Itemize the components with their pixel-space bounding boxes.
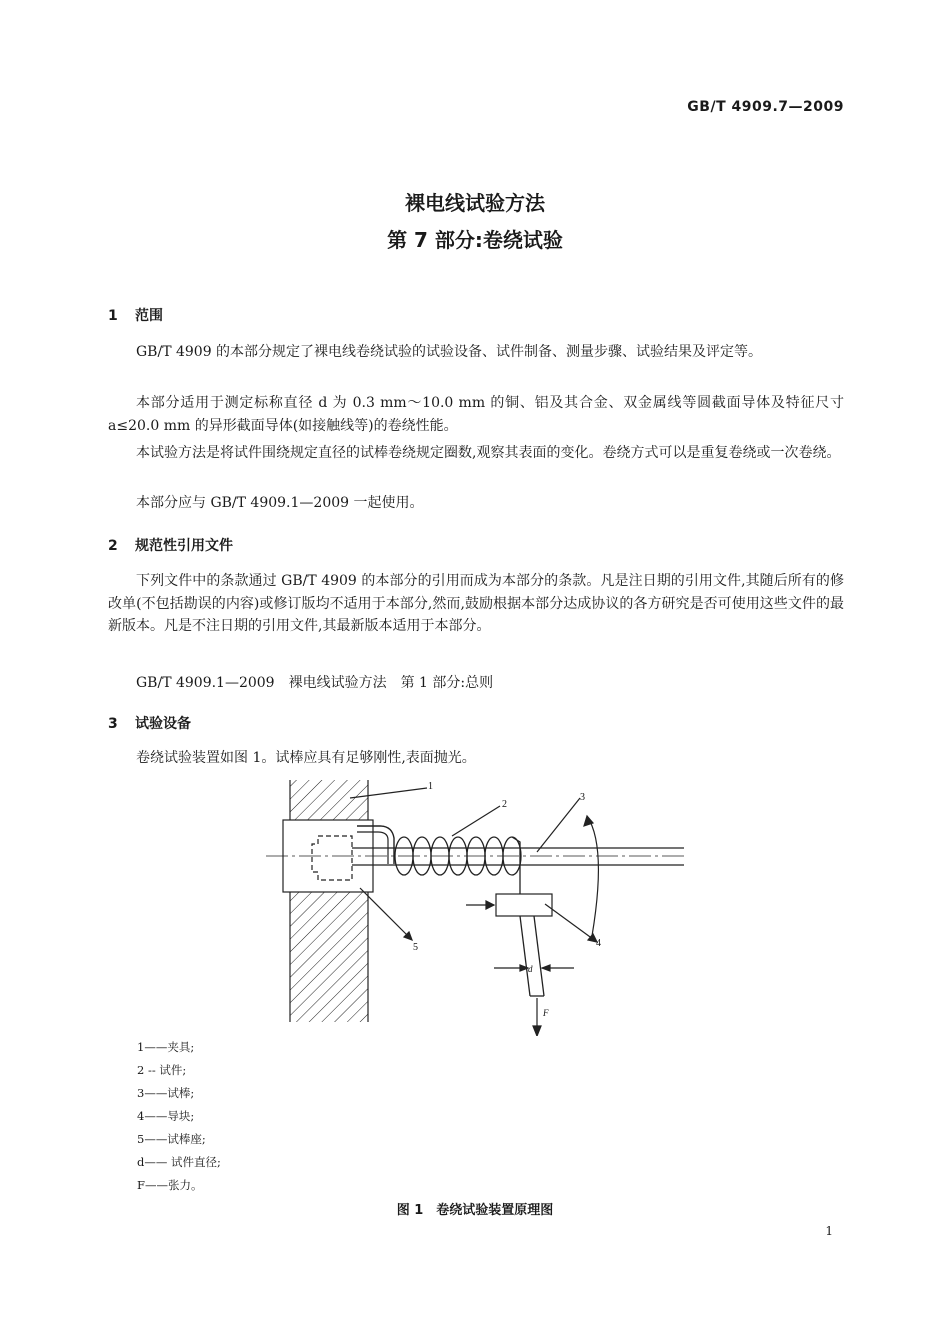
guide-block	[496, 894, 552, 916]
section-3-heading	[108, 713, 191, 733]
section-number: 3	[108, 716, 118, 732]
section-number: 1	[108, 308, 118, 324]
section-title: 试验设备	[135, 716, 191, 732]
figure-legend	[137, 1036, 221, 1197]
legend-item: 1——夹具;	[137, 1040, 195, 1054]
document-title: 裸电线试验方法	[405, 191, 545, 215]
label-4: 4	[596, 938, 601, 949]
section-title: 范围	[135, 308, 163, 324]
legend-item: F——张力。	[137, 1178, 203, 1192]
section-title: 规范性引用文件	[135, 538, 233, 554]
legend-item: 4——导块;	[137, 1109, 195, 1123]
label-2: 2	[502, 799, 507, 810]
section-1-heading	[108, 305, 163, 325]
paragraph: GB/T 4909 的本部分规定了裸电线卷绕试验的试验设备、试件制备、测量步骤、试验结果及评定等。	[136, 344, 763, 360]
label-3: 3	[580, 792, 585, 803]
label-d: d	[528, 964, 533, 974]
label-F: F	[543, 1008, 549, 1018]
winding-test-apparatus-diagram	[262, 776, 692, 1036]
section-number: 2	[108, 538, 118, 554]
paragraph: 本部分适用于测定标称直径 d 为 0.3 mm～10.0 mm 的铜、铝及其合金、双金属线等圆截面导体及特征尺寸 a≤20.0 mm 的异形截面导体(如接触线等)的卷绕性能。	[108, 395, 844, 434]
legend-item: 5——试棒座;	[137, 1132, 206, 1146]
paragraph: 本部分应与 GB/T 4909.1—2009 一起使用。	[136, 495, 424, 511]
paragraph: 本试验方法是将试件围绕规定直径的试棒卷绕规定圈数,观察其表面的变化。卷绕方式可以是重复卷绕或一次卷绕。	[136, 445, 841, 461]
paragraph: 卷绕试验装置如图 1。试棒应具有足够刚性,表面抛光。	[136, 750, 476, 766]
legend-item: 2 -- 试件;	[137, 1063, 187, 1077]
label-1: 1	[428, 781, 433, 792]
normative-reference: GB/T 4909.1—2009 裸电线试验方法 第 1 部分:总则	[136, 675, 494, 691]
legend-item: d—— 试件直径;	[137, 1155, 221, 1169]
page-number: 1	[825, 1224, 833, 1238]
rotation-arrow	[587, 816, 598, 936]
wall-hatching	[290, 780, 368, 1022]
legend-item: 3——试棒;	[137, 1086, 195, 1100]
figure-caption: 图 1 卷绕试验装置原理图	[396, 1203, 554, 1218]
label-5: 5	[413, 942, 418, 953]
standard-code: GB/T 4909.7—2009	[687, 99, 844, 115]
paragraph: 下列文件中的条款通过 GB/T 4909 的本部分的引用而成为本部分的条款。凡是注日期的引用文件,其随后所有的修改单(不包括勘误的内容)或修订版均不适用于本部分,然而,鼓励根据本部分达成协议的各方研究是否可使用这些文件的最新版本。凡是不注日期的引用文件,其最新版本适用于本部分。	[108, 573, 844, 634]
document-subtitle: 第 7 部分:卷绕试验	[387, 228, 563, 252]
section-2-heading	[108, 535, 233, 555]
